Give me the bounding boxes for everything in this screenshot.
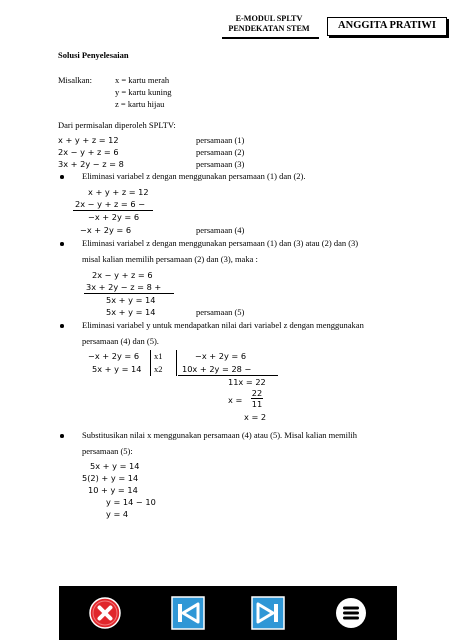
author-badge: ANGGITA PRATIWI (327, 17, 447, 36)
step1-line: x + y + z = 12 (88, 187, 149, 197)
header-divider (222, 37, 319, 39)
step3-multiplier: x2 (154, 364, 163, 374)
step4-line: 5(2) + y = 14 (82, 473, 139, 483)
step2-rule (84, 293, 174, 294)
previous-button[interactable] (171, 596, 205, 630)
step4-text-line1: Substitusikan nilai x menggunakan persamaan (4) atau (5). Misal kalian memilih (82, 430, 358, 440)
step1-line: −x + 2y = 6 (88, 212, 140, 222)
system-equation: 3x + 2y − z = 8 (58, 159, 124, 169)
misalkan-item: y = kartu kuning (115, 87, 172, 97)
step3-multiplier: x1 (154, 351, 163, 361)
intro-text: Dari permisalan diperoleh SPLTV: (58, 120, 176, 130)
step3-text-line2: persamaan (4) dan (5). (82, 336, 159, 346)
module-title (220, 14, 318, 34)
step2-line: 3x + 2y − z = 8 + (86, 282, 162, 292)
close-button[interactable] (89, 597, 121, 629)
menu-button[interactable] (335, 597, 367, 629)
step4-line: y = 4 (106, 509, 129, 519)
step3-frac-denominator: 11 (251, 399, 263, 409)
step1-rule (73, 210, 153, 211)
step4-line: 5x + y = 14 (90, 461, 140, 471)
misalkan-label: Misalkan: (58, 75, 92, 85)
bullet-icon (60, 434, 64, 438)
step3-text-line1: Eliminasi variabel y untuk mendapatkan nilai dari variabel z dengan menggunakan (82, 320, 364, 330)
step3-frac-lhs: x = (228, 395, 243, 405)
step3-left-eq: 5x + y = 14 (92, 364, 142, 374)
module-title-line2: PENDEKATAN STEM (228, 24, 310, 33)
step2-line: 5x + y = 14 (106, 307, 156, 317)
misalkan-item: x = kartu merah (115, 75, 170, 85)
step4-line: 10 + y = 14 (88, 485, 138, 495)
step2-line: 2x − y + z = 6 (92, 270, 153, 280)
step1-line: 2x − y + z = 6 − (75, 199, 146, 209)
skip-next-icon (251, 596, 285, 630)
skip-previous-icon (171, 596, 205, 630)
section-title: Solusi Penyelesaian (58, 50, 129, 60)
step1-line: −x + 2y = 6 (80, 225, 132, 235)
system-note: persamaan (3) (196, 159, 245, 169)
misalkan-item: z = kartu hijau (115, 99, 165, 109)
step2-text-line2: misal kalian memilih persamaan (2) dan (3), maka : (82, 254, 258, 264)
system-equation: x + y + z = 12 (58, 135, 119, 145)
next-button[interactable] (251, 596, 285, 630)
menu-icon (335, 597, 367, 629)
close-icon (89, 597, 121, 629)
step3-rule (178, 375, 278, 376)
step3-left-eq: −x + 2y = 6 (88, 351, 140, 361)
step4-line: y = 14 − 10 (106, 497, 156, 507)
step3-separator (150, 350, 151, 376)
step2-line: 5x + y = 14 (106, 295, 156, 305)
step2-text-line1: Eliminasi variabel z dengan menggunakan persamaan (1) dan (3) atau (2) dan (3) (82, 238, 359, 248)
step1-text: Eliminasi variabel z dengan menggunakan persamaan (1) dan (2). (82, 171, 306, 181)
step3-result: x = 2 (244, 412, 267, 422)
module-title-line1: E-MODUL SPLTV (235, 14, 303, 23)
step3-right-eq: 11x = 22 (228, 377, 266, 387)
step3-right-eq: −x + 2y = 6 (195, 351, 247, 361)
navigation-bar (59, 586, 397, 640)
bullet-icon (60, 242, 64, 246)
bullet-icon (60, 175, 64, 179)
system-note: persamaan (2) (196, 147, 245, 157)
step3-frac-numerator: 22 (251, 388, 263, 398)
system-equation: 2x − y + z = 6 (58, 147, 119, 157)
step3-separator (176, 350, 177, 376)
system-note: persamaan (1) (196, 135, 245, 145)
step2-note: persamaan (5) (196, 307, 245, 317)
step4-text-line2: persamaan (5): (82, 446, 133, 456)
step3-right-eq: 10x + 2y = 28 − (182, 364, 252, 374)
step1-note: persamaan (4) (196, 225, 245, 235)
bullet-icon (60, 324, 64, 328)
